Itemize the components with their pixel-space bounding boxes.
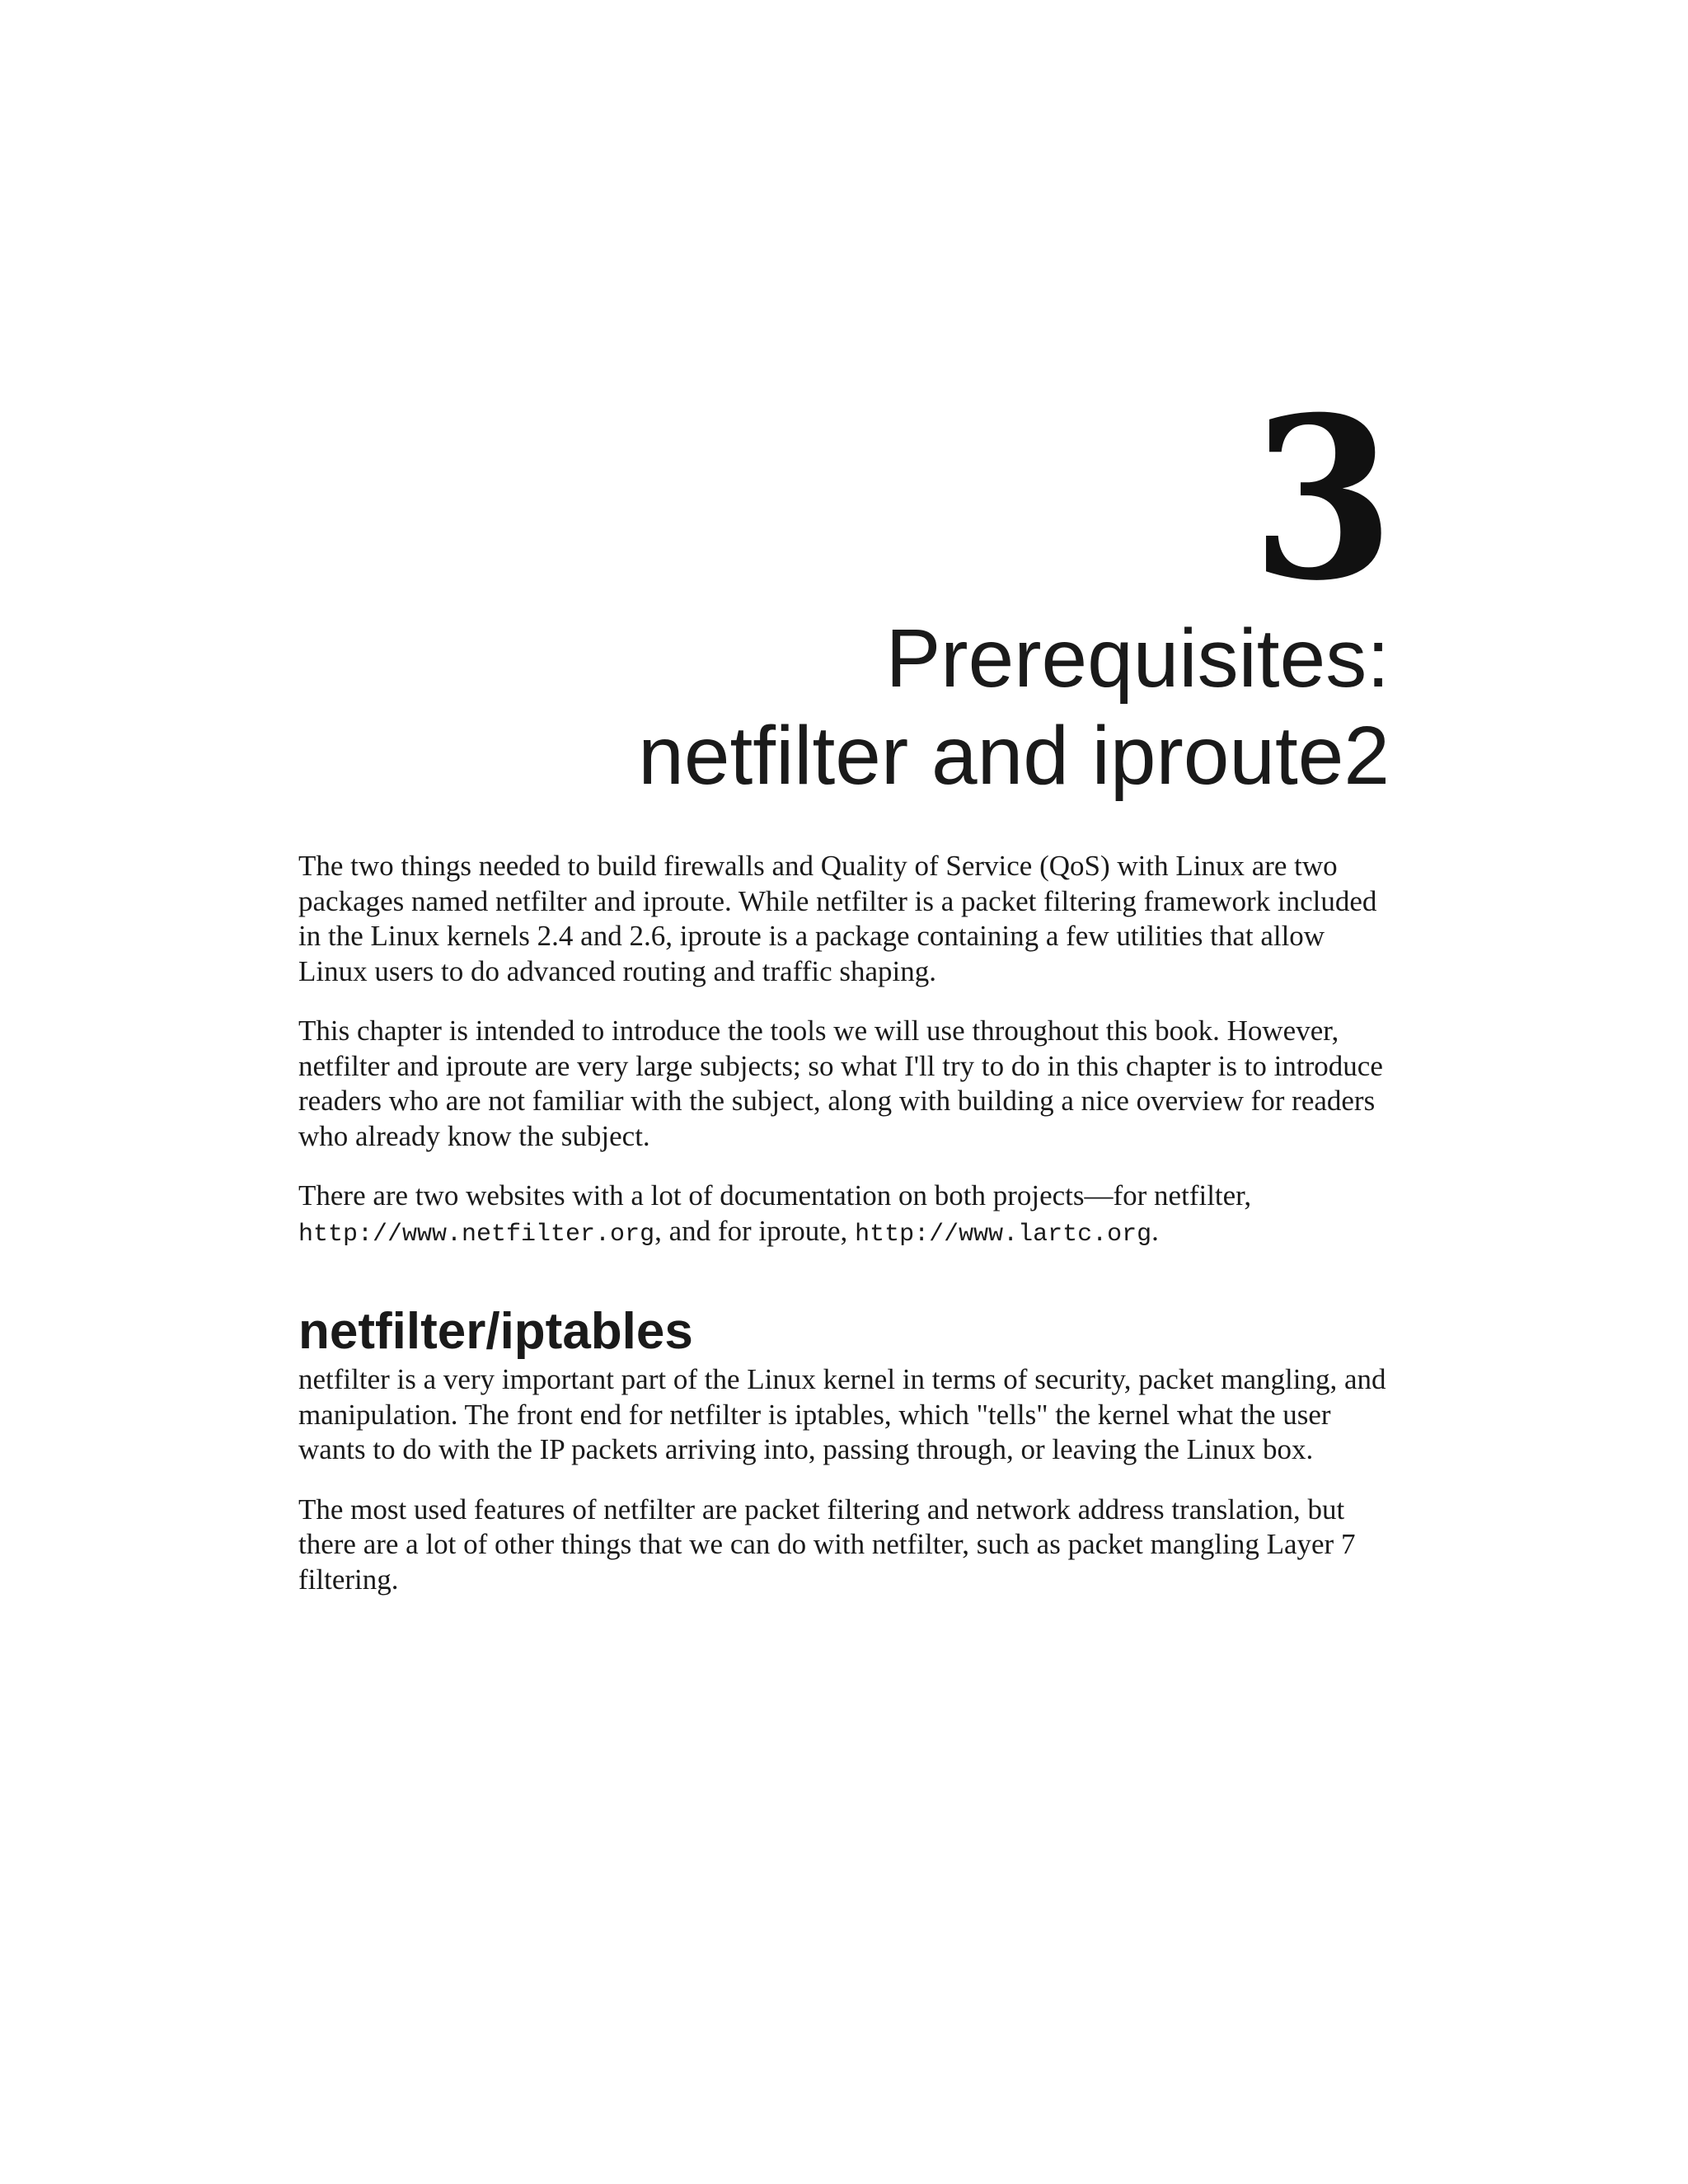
intro-paragraph-3: [298, 1179, 1395, 1252]
netfilter-url-link[interactable]: http://www.netfilter.org: [298, 1220, 655, 1249]
section-paragraph-1: netfilter is a very important part of the Linux kernel in terms of security, packet mangling, and manipulation. The front end for netfilter is iptables, which "tells" the kernel what the user wants to do with the IP packets arriving into, passing through, or leaving the Linux box.: [298, 1363, 1386, 1465]
intro-paragraph-3-suffix: .: [1151, 1214, 1159, 1247]
chapter-title: [638, 610, 1390, 804]
intro-paragraph-3-prefix: There are two websites with a lot of documentation on both projects—for netfilter,: [298, 1179, 1252, 1212]
intro-paragraph-2: This chapter is intended to introduce the tools we will use throughout this book. However, netfilter and iproute are very large subjects; so what I'll try to do in this chapter is to introduce readers who are not familiar with the subject, along with building a nice overview for readers who already know the subject.: [298, 1015, 1383, 1152]
intro-paragraph-3-middle: , and for iproute,: [654, 1214, 848, 1247]
section-paragraph-2: The most used features of netfilter are packet filtering and network address translation, but there are a lot of other things that we can do with netfilter, such as packet mangling Layer 7 filtering.: [298, 1493, 1356, 1596]
chapter-body: [298, 849, 1395, 1622]
chapter-title-line-1: Prerequisites:: [885, 612, 1390, 705]
intro-paragraph-1: The two things needed to build firewalls and Quality of Service (QoS) with Linux are two packages named netfilter and iproute. While netfilter is a packet filtering framework included in the Linux kernels 2.4 and 2.6, iproute is a package containing a few utilities that allow Linux users to do advanced routing and traffic shaping.: [298, 850, 1377, 987]
lartc-url-link[interactable]: http://www.lartc.org: [855, 1220, 1152, 1249]
chapter-number: 3: [1251, 368, 1391, 630]
section-heading: netfilter/iptables: [298, 1303, 693, 1360]
chapter-title-line-2: netfilter and iproute2: [638, 710, 1390, 802]
